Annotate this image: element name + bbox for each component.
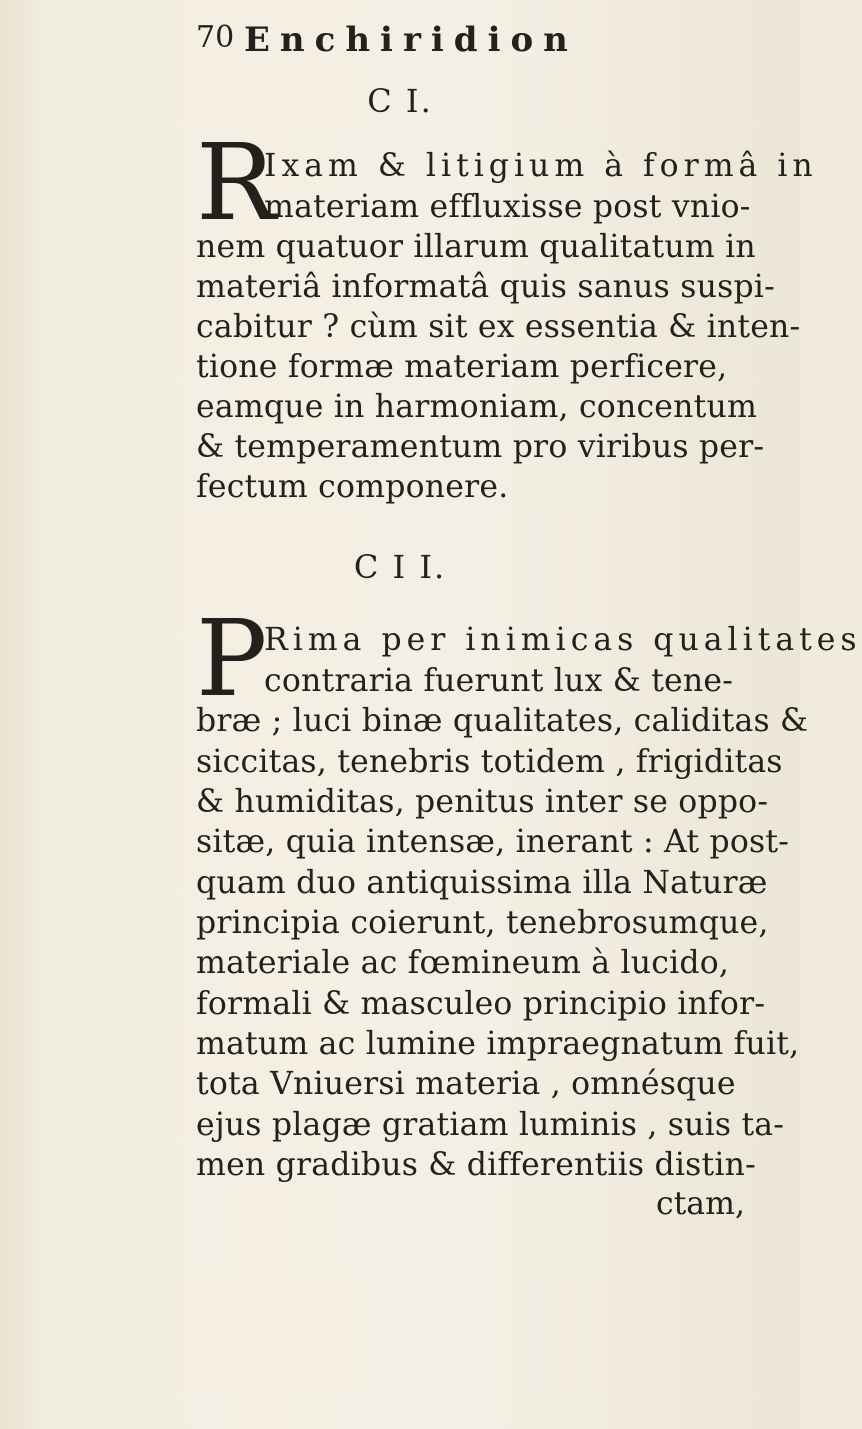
text-line: men gradibus & differentiis distin-	[196, 1147, 756, 1183]
running-title: Enchiridion	[244, 20, 578, 60]
section-heading-ci: C I.	[367, 82, 433, 120]
text-line: tione formæ materiam perficere,	[196, 349, 728, 385]
text-line: contraria fuerunt lux & tene-	[264, 663, 734, 699]
text-line: eamque in harmoniam, concentum	[196, 389, 758, 425]
text-line: materiâ informatâ quis sanus suspi-	[196, 269, 775, 305]
text-line: formali & masculeo principio infor-	[196, 986, 766, 1022]
text-line: nem quatuor illarum qualitatum in	[196, 229, 756, 265]
text-line: Ixam & litigium à formâ in	[264, 148, 818, 184]
text-line: fectum componere.	[196, 469, 509, 505]
text-line: matum ac lumine impraegnatum fuit,	[196, 1026, 800, 1062]
text-line: ejus plagæ gratiam luminis , suis ta-	[196, 1107, 785, 1143]
page-header	[196, 20, 716, 70]
text-line: materiale ac fœmineum à lucido,	[196, 945, 730, 981]
catchword: ctam,	[656, 1186, 745, 1222]
text-line: & humiditas, penitus inter se oppo-	[196, 784, 769, 820]
text-line: & temperamentum pro viribus per-	[196, 429, 765, 465]
text-line: tota Vniuersi materia , omnésque	[196, 1066, 736, 1102]
drop-cap-initial: P	[196, 597, 268, 720]
section-heading-cii: C I I.	[353, 548, 447, 586]
drop-cap-initial: R	[196, 121, 276, 244]
text-line: bræ ; luci binæ qualitates, caliditas &	[196, 703, 809, 739]
text-line: siccitas, tenebris totidem , frigiditas	[196, 744, 783, 780]
text-line: Rima per inimicas qualitates	[264, 622, 862, 658]
text-line: cabitur ? cùm sit ex essentia & inten-	[196, 309, 801, 345]
text-line: quam duo antiquissima illa Naturæ	[196, 865, 768, 901]
page-number: 70	[196, 20, 235, 55]
text-line: sitæ, quia intensæ, inerant : At post-	[196, 824, 790, 860]
text-line: principia coierunt, tenebrosumque,	[196, 905, 769, 941]
text-line: materiam effluxisse post vnio-	[264, 189, 751, 225]
